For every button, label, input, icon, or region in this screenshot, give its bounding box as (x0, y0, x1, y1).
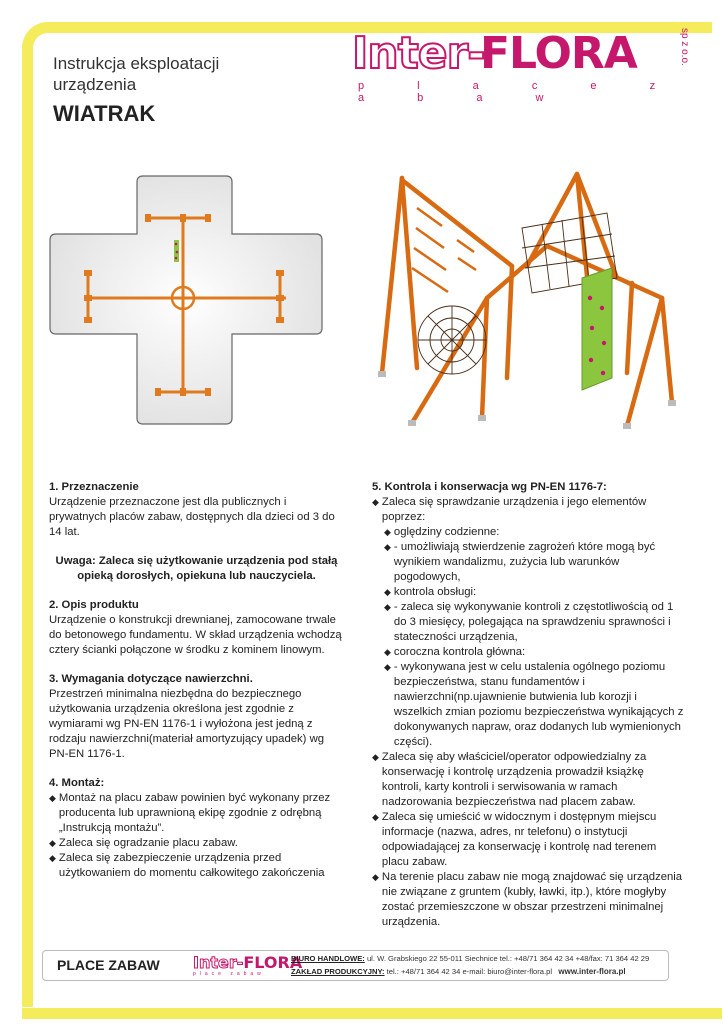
section-title: 1. Przeznaczenie (49, 481, 139, 493)
bullet-icon: ◆ (384, 527, 391, 537)
document-title: Instrukcja eksploatacji urządzenia (53, 54, 220, 94)
product-render-image (372, 168, 677, 430)
supervision-warning: Uwaga: Zaleca się użytkowanie urządzenia pod stałą opieką dorosłych, opiekuna lub nauczyciela. (55, 555, 338, 582)
section-title: 3. Wymagania dotyczące nawierzchni. (49, 673, 253, 685)
logo-tagline: p l a c e z a b a w (358, 80, 681, 104)
footer-title: PLACE ZABAW (57, 957, 160, 973)
list-item: ◆ - zaleca się wykonywanie kontroli z częstotliwością od 1 do 3 miesięcy, polegająca na sprawdzeniu sprawności i stateczności urządzenia, (384, 601, 674, 643)
bullet-icon: ◆ (372, 752, 379, 762)
section-text: Urządzenie przeznaczone jest dla publicznych i prywatnych placów zabaw, dostępnych dla dzieci od 3 do 14 lat. (49, 496, 335, 538)
bullet-icon: ◆ (384, 542, 391, 552)
bullet-icon: ◆ (372, 812, 379, 822)
logo-text-flora: FLORA (480, 28, 637, 79)
list-item: ◆ Zaleca się sprawdzanie urządzenia i jego elementów poprzez: (372, 496, 647, 523)
company-logo (352, 28, 692, 108)
section-assembly (49, 776, 344, 881)
bullet-icon: ◆ (384, 662, 391, 672)
plan-view-image (48, 170, 323, 425)
bullet-icon: ◆ (372, 872, 379, 882)
section-title: 4. Montaż: (49, 777, 105, 789)
list-item: ◆ coroczna kontrola główna: (384, 646, 526, 658)
section-title: 5. Kontrola i konserwacja wg PN-EN 1176-7: (372, 481, 607, 493)
section-title: 2. Opis produktu (49, 599, 139, 611)
bullet-icon: ◆ (384, 647, 391, 657)
section-description (49, 598, 344, 658)
bullet-icon: ◆ (49, 853, 56, 863)
bullet-icon: ◆ (372, 497, 379, 507)
list-item: ◆ kontrola obsługi: (384, 586, 477, 598)
list-item: ◆ Zaleca się umieścić w widocznym i dostępnym miejscu informacje (nazwa, adres, nr telefonu) o instytucji odpowiadającej za konserwację i kontrolę nad terenem placu zabaw. (372, 811, 657, 868)
footer-logo-tagline: place zabaw (193, 971, 265, 977)
list-item: ◆ Montaż na placu zabaw powinien być wykonany przez producenta lub uprawnioną ekipę zgodnie z odrębną „Instrukcją montażu”. (49, 792, 331, 834)
logo-text-inter: Inter- (352, 28, 485, 79)
product-name: WIATRAK (53, 101, 156, 126)
list-item: ◆ - umożliwiają stwierdzenie zagrożeń które mogą być wynikiem wandalizmu, zużycia lub warunków pogodowych, (384, 541, 656, 583)
section-text: Urządzenie o konstrukcji drewnianej, zamocowane trwale do betonowego fundamentu. W skład urządzenia wchodzą cztery ścianki połączone w środku z kominem linowym. (49, 614, 342, 656)
website-link[interactable]: www.inter-flora.pl (558, 967, 626, 976)
list-item: ◆ - wykonywana jest w celu ustalenia ogólnego poziomu bezpieczeństwa, stanu fundamentów i nawierzchni(np.ujawnienie butwienia lub korozji i wszelkich zmian poziomu bezpieczeństwa wynikających z dokonywanych napraw, oraz dodanych lub wymienionych części). (384, 661, 684, 748)
footer-office-line: BIURO HANDLOWE: ul. W. Grabskiego 22 55-011 Siechnice tel.: +48/71 364 42 34 +48/fax: 71 364 42 29 (291, 954, 650, 963)
list-item: ◆ Zaleca się ogradzanie placu zabaw. (49, 837, 238, 849)
footer-production-line: ZAKŁAD PRODUKCYJNY: tel.: +48/71 364 42 34 e-mail: biuro@inter-flora.pl www.inter-flora.pl (291, 967, 626, 976)
page-frame-bottom (22, 1008, 722, 1019)
bullet-icon: ◆ (49, 793, 56, 803)
left-column (49, 480, 344, 895)
right-column (372, 480, 684, 930)
section-surface (49, 672, 344, 762)
list-item: ◆ oględziny codzienne: (384, 526, 500, 538)
list-item: ◆ Na terenie placu zabaw nie mogą znajdować się urządzenia nie związane z gruntem (kubły, ławki, itp.), które mogłyby zostać przemieszczone w obszar przestrzeni minimalnej urządzenia. (372, 871, 683, 928)
bullet-icon: ◆ (384, 587, 391, 597)
section-purpose (49, 480, 344, 540)
footer-logo: Inter-FLORA (193, 953, 303, 972)
bullet-icon: ◆ (384, 602, 391, 612)
list-item: ◆ Zaleca się zabezpieczenie urządzenia przed użytkowaniem do momentu całkowitego zakończenia (49, 852, 325, 879)
bullet-icon: ◆ (49, 838, 56, 848)
list-item: ◆ Zaleca się aby właściciel/operator odpowiedzialny za konserwację i kontrolę urządzenia prowadził książkę kontroli, karty kontroli i serwisowania w ramach nadzorowania bezpieczeństwa nad placem zabaw. (372, 751, 647, 808)
footer-bar (42, 950, 669, 981)
section-text: Przestrzeń minimalna niezbędna do bezpiecznego użytkowania urządzenia określona jest zgodnie z wymiarami wg PN-EN 1176-1 i wyłożona jest jedną z rodzaju nawierzchni(materiał amortyzujący upadek) wg PN-EN 1176-1. (49, 688, 325, 760)
logo-legal-form: sp z o.o. (679, 28, 690, 66)
